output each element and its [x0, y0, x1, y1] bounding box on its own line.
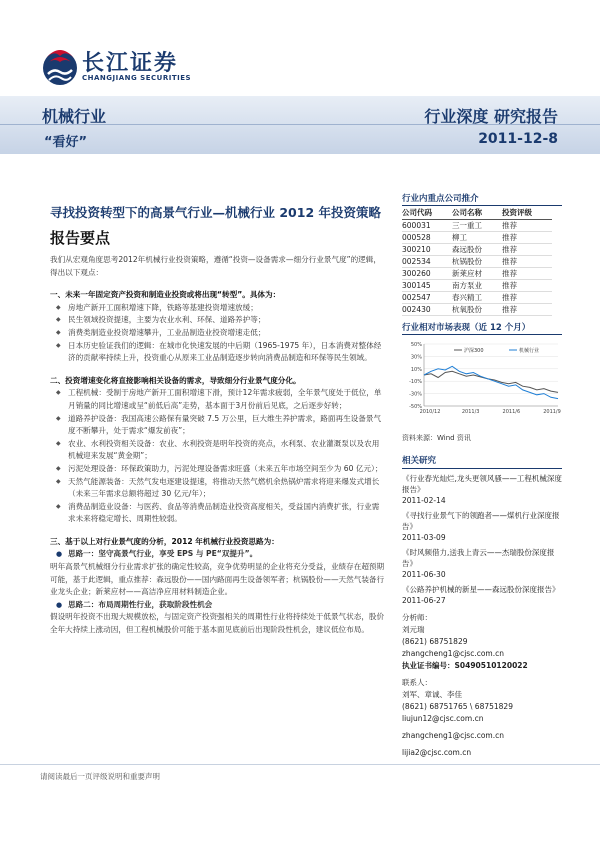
table-cell: 002547: [402, 292, 452, 304]
list-item: ◆ 日本历史验证我们的逻辑：在城市化快速发展的中后期（1965-1975 年），日本消费对整体经济的贡献率持续上升，投资重心从原来工业品制造逐步转向消费品制造和环保等民生领域。: [50, 340, 385, 365]
chart-y-tick: -10%: [409, 379, 422, 386]
related-title-text: 《行业春光灿烂,龙头更领风骚——工程机械深度报告》: [402, 474, 562, 494]
table-row: [402, 256, 552, 268]
chart-legend-label: 机械行业: [519, 348, 540, 354]
related-title: 相关研究: [402, 456, 562, 469]
chart-y-tick: -50%: [409, 404, 422, 410]
related-date: 2011-06-30: [402, 570, 446, 579]
analyst-email[interactable]: zhangcheng1@cjsc.com.cn: [402, 649, 504, 658]
table-cell: 新莱应材: [452, 268, 502, 280]
table-header-row: [402, 206, 552, 220]
table-cell: 推荐: [502, 244, 552, 256]
footer-disclaimer: 请阅读最后一页评级说明和重要声明: [40, 772, 160, 781]
chart-source: 资料来源：Wind 资讯: [402, 434, 471, 442]
subsection-heading: ● 思路二：布局周期性行业，获取阶段性机会: [50, 599, 385, 612]
chart-y-tick: 30%: [410, 354, 422, 361]
key-points-title: 报告要点: [50, 229, 111, 247]
table-cell: 000528: [402, 232, 452, 244]
table-cell: 600031: [402, 220, 452, 232]
table-cell: 春兴精工: [452, 292, 502, 304]
related-title-text: 《公路养护机械的新星——森远股份深度报告》: [402, 585, 560, 594]
analyst-name: 刘元瑞: [402, 625, 425, 634]
related-item[interactable]: [402, 473, 562, 506]
section-heading: 二、投资增速变化将直接影响相关设备的需求，导致细分行业景气度分化。: [50, 375, 301, 385]
table-row: [402, 220, 552, 232]
table-row: [402, 292, 552, 304]
chart-x-tick: 2011/6: [502, 409, 521, 415]
table-cell: 002430: [402, 304, 452, 316]
list-item: ◆ 道路养护设备：我国高速公路保有量突破 7.5 万公里，巨大维生养护需求，路面再生设备景气度不断攀升，处于需求“爆发前夜”；: [50, 413, 385, 438]
analyst-phone: (8621) 68751829: [402, 637, 468, 646]
related-research: [402, 456, 562, 606]
chart-legend-label: 沪深300: [464, 348, 484, 354]
market-performance-chart: [402, 340, 562, 418]
industry-rating: “看好”: [44, 135, 88, 150]
table-cell: 南方泵业: [452, 280, 502, 292]
table-row: [402, 268, 552, 280]
related-title-text: 《时风频借力,送我上青云——杰瑞股份深度报告》: [402, 548, 555, 568]
related-item[interactable]: [402, 510, 562, 543]
list-item: ◆ 消费品制造业设备：与医药、食品等消费品制造业投资高度相关，受益国内消费扩张，行业需求未来将稳定增长、周期性较弱。: [50, 501, 385, 526]
table-row: [402, 232, 552, 244]
list-item: ◆ 消费类制造业投资增速攀升，工业品制造业投资增速走低；: [50, 327, 385, 340]
contact-email[interactable]: lijia2@cjsc.com.cn: [402, 748, 472, 757]
table-row: [402, 304, 552, 316]
table-header: 公司名称: [452, 206, 502, 220]
table-cell: 推荐: [502, 256, 552, 268]
contact-email[interactable]: liujun12@cjsc.com.cn: [402, 714, 484, 723]
table-cell: 300145: [402, 280, 452, 292]
contact-label: 联系人：: [402, 678, 432, 687]
companies-title: 行业内重点公司推介: [402, 192, 562, 206]
list-item: ◆ 天然气能源装备：天然气发电逐建设提速，将推动天然气燃机余热锅炉需求将迎来爆发式增长（未来三年需求总额将超过 30 亿元/年）；: [50, 476, 385, 501]
table-cell: 森远股份: [452, 244, 502, 256]
contacts-block: [402, 612, 567, 759]
logo-emblem-icon: [40, 40, 80, 86]
table-cell: 推荐: [502, 232, 552, 244]
table-cell: 推荐: [502, 292, 552, 304]
related-item[interactable]: [402, 547, 562, 580]
section-heading: 一、未来一年固定资产投资和制造业投资或将出现“转型”。具体为：: [50, 290, 281, 300]
chart-x-tick: 2011/3: [461, 409, 480, 415]
related-item[interactable]: [402, 584, 562, 606]
companies-table: [402, 206, 552, 316]
related-date: 2011-06-27: [402, 596, 446, 605]
subsection-heading: ● 思路一：坚守高景气行业，享受 EPS 与 PE“双提升”。: [50, 548, 385, 561]
market-title-wrap: [402, 321, 562, 335]
table-cell: 三一重工: [452, 220, 502, 232]
chart-y-tick: 50%: [410, 342, 422, 348]
contact-names: 刘军、章诚、李佳: [402, 690, 462, 699]
related-date: 2011-03-09: [402, 533, 446, 542]
table-cell: 推荐: [502, 280, 552, 292]
license-number: S0490510120022: [454, 661, 528, 670]
analyst-label: 分析师：: [402, 613, 432, 622]
table-row: [402, 280, 552, 292]
list-item: ◆ 工程机械：受制于房地产新开工面积增速下滑，预计12年需求疲弱，全年景气度处于低位，单月销量的同比增速或呈“前低后高”走势，基本面于3月份前后见底，之后逐步好转；: [50, 387, 385, 412]
table-header: 公司代码: [402, 206, 452, 220]
table-cell: 002534: [402, 256, 452, 268]
table-cell: 杭氧股份: [452, 304, 502, 316]
footer-divider: [0, 764, 600, 765]
chart-x-tick: 2011/9: [543, 409, 561, 415]
table-cell: 杭锅股份: [452, 256, 502, 268]
report-date: 2011-12-8: [478, 131, 558, 147]
chart-x-tick: 2010/12: [419, 409, 441, 415]
market-chart-title: 行业相对市场表现（近 12 个月）: [402, 321, 562, 335]
table-cell: 推荐: [502, 304, 552, 316]
main-content: [50, 254, 385, 637]
companies-panel: [402, 192, 562, 316]
intro-text: 我们从宏观角度思考2012年机械行业投资策略，遵循“投资—设备需求—细分行业景气度”的逻辑，得出以下观点：: [50, 255, 381, 277]
chart-series-line: [424, 371, 558, 392]
table-cell: 300210: [402, 244, 452, 256]
table-cell: 柳工: [452, 232, 502, 244]
contact-email[interactable]: zhangcheng1@cjsc.com.cn: [402, 731, 504, 740]
paragraph: 明年高景气机械细分行业需求扩张的确定性较高，竞争优势明显的企业将充分受益，业绩存在超预期可能，基于此逻辑，重点推荐：森远股份——国内路面再生设备领军者；杭锅股份——天然气装备行业龙头企业；新莱应材——高洁净应用材料制造企业。: [50, 562, 385, 597]
table-row: [402, 244, 552, 256]
related-date: 2011-02-14: [402, 496, 446, 505]
contact-phone: (8621) 68751765 \ 68751829: [402, 702, 513, 711]
list-item: ◆ 房地产新开工面积增速下降，铁路等基建投资增速放缓；: [50, 302, 385, 315]
industry-name: 机械行业: [42, 107, 107, 126]
logo-text-cn: 长江证券: [82, 51, 179, 76]
list-item: ◆ 污泥处理设备：环保政策助力，污泥处理设备需求旺盛（未来五年市场空间至少为 60 亿元）；: [50, 463, 385, 476]
table-cell: 推荐: [502, 268, 552, 280]
license-line: [402, 660, 567, 672]
table-cell: 推荐: [502, 220, 552, 232]
list-item: ◆ 民生领域投资提速，主要为农业水利、环保、道路养护等；: [50, 314, 385, 327]
paragraph: 假设明年投资不出现大规模放松，与固定资产投资强相关的周期性行业将持续处于低景气状态，股价全年大持续上涨动因，但工程机械股价可能于基本面见底前后出现阶段性机会，建议低位布局。: [50, 612, 385, 635]
chart-y-tick: 10%: [410, 366, 422, 373]
chart-y-tick: -30%: [409, 391, 422, 398]
report-type: 行业深度 研究报告: [424, 107, 558, 126]
report-title: 寻找投资转型下的高景气行业—机械行业 2012 年投资策略: [50, 205, 381, 220]
license-label: 执业证书编号：: [402, 661, 455, 670]
list-item: ◆ 农业、水利投资相关设备：农业、水利投资是明年投资的亮点，水利泵、农业灌溉泵以及农用机械迎来发展“黄金期”；: [50, 438, 385, 463]
section-heading: 三、基于以上对行业景气度的分析，2012 年机械行业投资思路为：: [50, 536, 279, 546]
logo-text-en: CHANGJIANG SECURITIES: [82, 74, 192, 82]
table-header: 投资评级: [502, 206, 552, 220]
related-title-text: 《寻找行业景气下的领跑者——煤机行业深度报告》: [402, 511, 560, 531]
table-cell: 300260: [402, 268, 452, 280]
